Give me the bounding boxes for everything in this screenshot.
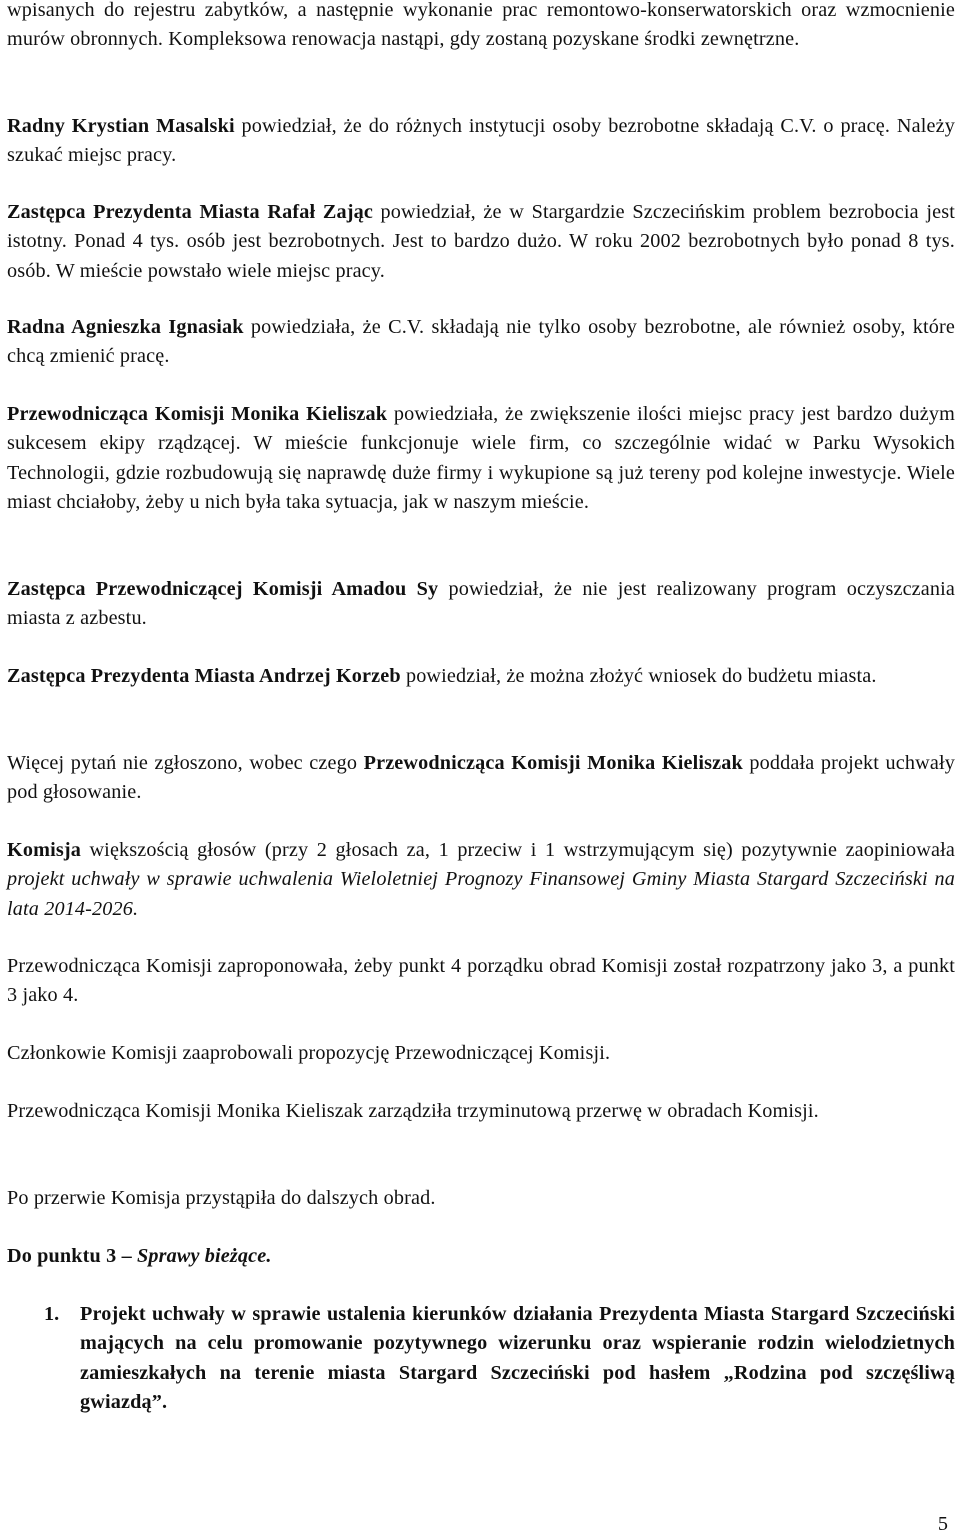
speaker-name: Komisja	[7, 839, 81, 861]
speaker-name: Przewodnicząca Komisji Monika Kieliszak	[363, 752, 743, 774]
body-text: Członkowie Komisji zaaprobowali propozycję Przewodniczącej Komisji.	[7, 1042, 611, 1064]
speaker-name: Radna Agnieszka Ignasiak	[7, 316, 244, 338]
paragraph-zajac	[7, 198, 955, 286]
page-number: 5	[937, 1513, 948, 1535]
body-text: powiedział, że do różnych instytucji osoby bezrobotne składają C.V. o pracę. Należy szukać miejsc pracy.	[7, 115, 955, 167]
section-heading-point-3	[7, 1242, 955, 1271]
paragraph-agenda-change	[7, 952, 955, 1011]
paragraph-renovation	[7, 0, 955, 55]
body-text: powiedziała, że zwiększenie ilości miejsc pracy jest bardzo dużym sukcesem ekipy rządzącej. W mieście funkcjonuje wiele firm, co szczególnie widać w Parku Wysokich Technologii, gdzie rozbudowują się naprawdę duże firmy i wykupione są już tereny pod kolejne inwestycje. Wiele miast chciałoby, żeby u nich była taka sytuacja, jak w naszym mieście.	[7, 403, 955, 514]
speaker-name: Zastępca Prezydenta Miasta Rafał Zając	[7, 201, 373, 223]
body-text: powiedział, że w Stargardzie Szczecińskim problem bezrobocia jest istotny. Ponad 4 tys. osób jest bezrobotnych. Jest to bardzo dużo. W roku 2002 bezrobotnych było ponad 8 tys. osób. W mieście powstało wiele miejsc pracy.	[7, 201, 955, 282]
body-text: powiedział, że nie jest realizowany program oczyszczania miasta z azbestu.	[7, 578, 956, 630]
body-text: Więcej pytań nie zgłoszono, wobec czego	[7, 752, 364, 774]
paragraph-break	[7, 1097, 955, 1126]
paragraph-sy	[7, 575, 955, 634]
paragraph-korzeb	[7, 662, 955, 691]
speaker-name: Do punktu 3 –	[7, 1245, 138, 1267]
paragraph-ignasiak	[7, 313, 955, 372]
speaker-name: Sprawy bieżące.	[137, 1245, 272, 1267]
list-item-text: Projekt uchwały w sprawie ustalenia kierunków działania Prezydenta Miasta Stargard Szczeciński mających na celu promowanie pozytywnego wizerunku oraz wspieranie rodzin wielodzietnych zamieszkałych na terenie miasta Stargard Szczeciński pod hasłem „Rodzina pod szczęśliwą gwiazdą”.	[80, 1303, 955, 1414]
body-text: wpisanych do rejestru zabytków, a następnie wykonanie prac remontowo-konserwatorskich oraz wzmocnienie murów obronnych. Kompleksowa renowacja nastąpi, gdy zostaną pozyskane środki zewnętrzne.	[7, 0, 955, 51]
body-text: większością głosów (przy 2 głosach za, 1 przeciw i 1 wstrzymującym się) pozytywnie zaopiniowała	[80, 839, 955, 861]
speaker-name: Zastępca Przewodniczącej Komisji Amadou Sy	[7, 578, 439, 600]
body-text: poddała projekt uchwały pod głosowanie.	[7, 752, 955, 804]
paragraph-kieliszak	[7, 400, 955, 518]
paragraph-approval	[7, 1039, 955, 1068]
speaker-name: Zastępca Prezydenta Miasta Andrzej Korzeb	[7, 665, 401, 687]
speaker-name: Przewodnicząca Komisji Monika Kieliszak	[7, 403, 388, 425]
paragraph-vote-call	[7, 749, 955, 808]
body-text: Po przerwie Komisja przystąpiła do dalszych obrad.	[7, 1187, 436, 1209]
paragraph-resume	[7, 1184, 955, 1213]
paragraph-vote-result	[7, 836, 955, 924]
body-text: Przewodnicząca Komisji Monika Kieliszak zarządziła trzyminutową przerwę w obradach Komisji.	[7, 1100, 819, 1122]
paragraph-masalski	[7, 112, 955, 171]
body-text: powiedziała, że C.V. składają nie tylko osoby bezrobotne, ale również osoby, które chcą zmienić pracę.	[7, 316, 955, 368]
body-text: Przewodnicząca Komisji zaproponowała, żeby punkt 4 porządku obrad Komisji został rozpatrzony jako 3, a punkt 3 jako 4.	[7, 955, 955, 1007]
list-item-number: 1.	[44, 1303, 60, 1325]
body-text: powiedział, że można złożyć wniosek do budżetu miasta.	[400, 665, 877, 687]
italic-text: projekt uchwały w sprawie uchwalenia Wieloletniej Prognozy Finansowej Gminy Miasta Stargard Szczeciński na lata 2014-2026.	[7, 868, 955, 920]
speaker-name: Radny Krystian Masalski	[7, 115, 235, 137]
